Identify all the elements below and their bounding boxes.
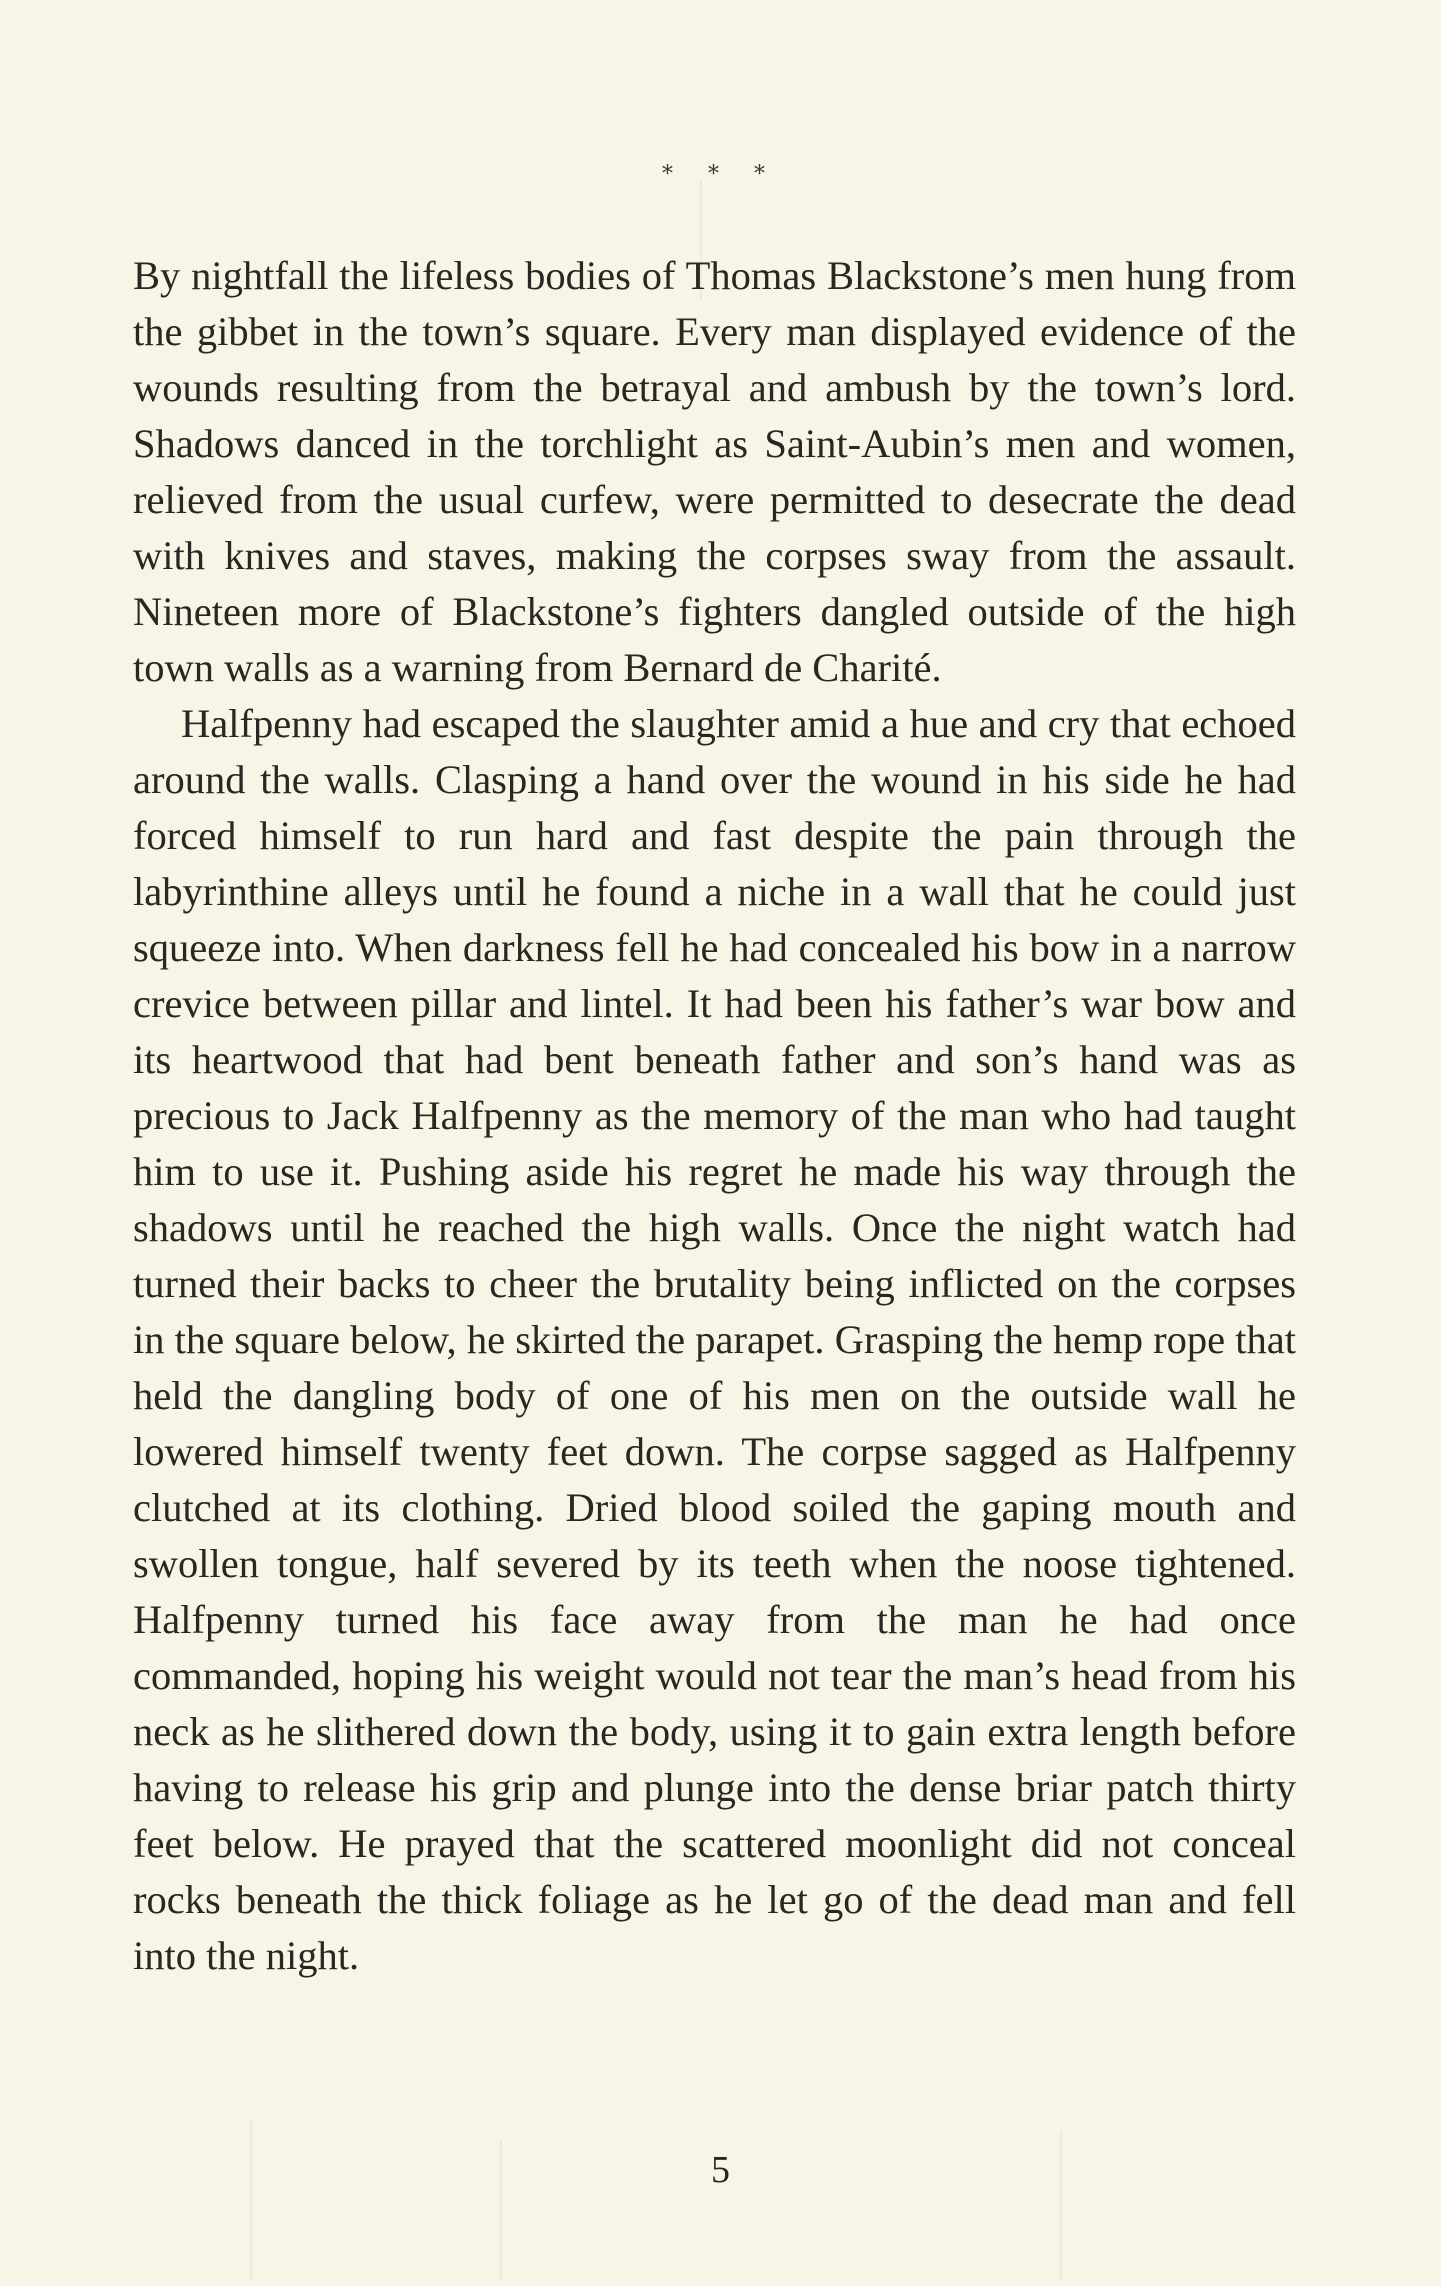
scan-artifact bbox=[250, 2120, 252, 2280]
paragraph-2: Halfpenny had escaped the slaughter amid a hue and cry that echoed around the walls. Clasping a hand over the wound in his side he had forced himself to run hard and fast despite the pain through the labyrinthine alleys until he found a niche in a wall that he could just squeeze into. When darkness fell he had concealed his bow in a narrow crevice between pillar and lintel. It had been his father’s war bow and its heartwood that had bent beneath father and son’s hand was as precious to Jack Halfpenny as the memory of the man who had taught him to use it. Pushing aside his regret he made his way through the shadows until he reached the high walls. Once the night watch had turned their backs to cheer the brutality being inflicted on the corpses in the square below, he skirted the parapet. Grasping the hemp rope that held the dangling body of one of his men on the outside wall he lowered himself twenty feet down. The corpse sagged as Halfpenny clutched at its clothing. Dried blood soiled the gaping mouth and swollen tongue, half severed by its teeth when the noose tightened. Halfpenny turned his face away from the man he had once commanded, hoping his weight would not tear the man’s head from his neck as he slithered down the body, using it to gain extra length before having to release his grip and plunge into the dense briar patch thirty feet below. He prayed that the scattered moonlight did not conceal rocks beneath the thick foliage as he let go of the dead man and fell into the night. bbox=[133, 701, 1296, 1978]
paragraph-1: By nightfall the lifeless bodies of Thomas Blackstone’s men hung from the gibbet in the town’s square. Every man displayed evidence of the wounds resulting from the betrayal and ambush by the town’s lord. Shadows danced in the torchlight as Saint-Aubin’s men and women, relieved from the usual curfew, were permitted to desecrate the dead with knives and staves, making the corpses sway from the assault. Nineteen more of Blackstone’s fighters dangled outside of the high town walls as a warning from Bernard de Charité. bbox=[133, 253, 1296, 690]
body-text bbox=[133, 248, 1296, 1984]
page-number: 5 bbox=[711, 2149, 730, 2191]
section-separator: * * * bbox=[662, 162, 779, 187]
